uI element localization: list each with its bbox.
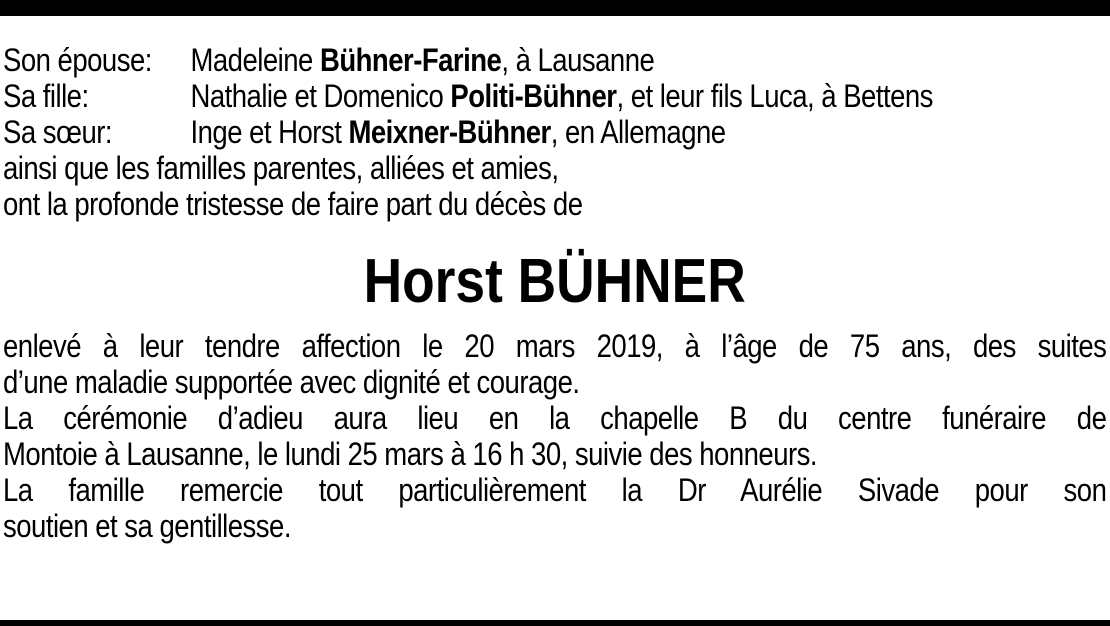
intro-line: ont la profonde tristesse de faire part du décès de [3, 186, 583, 222]
body-line: La cérémonie d’adieu aura lieu en la chapelle B du centre funéraire de [3, 400, 1107, 436]
family-line-sister [3, 114, 1106, 150]
family-surname: Bühner-Farine [319, 42, 502, 78]
body-line: La famille remercie tout particulièrement la Dr Aurélie Sivade pour son [3, 472, 1107, 508]
family-label: Sa fille: [3, 78, 89, 114]
obituary-body [3, 328, 1106, 544]
top-border-rule [0, 0, 1110, 16]
body-line: Montoie à Lausanne, le lundi 25 mars à 16 h 30, suivie des honneurs. [3, 436, 818, 472]
deceased-name: Horst BÜHNER [363, 247, 746, 316]
intro-line: ainsi que les familles parentes, alliées et amies, [3, 150, 559, 186]
family-text: Nathalie et Domenico Politi-Bühner, et leur fils Luca, à Bettens [190, 78, 933, 114]
family-text: Madeleine Bühner-Farine, à Lausanne [190, 42, 655, 78]
body-line: soutien et sa gentillesse. [3, 508, 291, 544]
obituary-notice [3, 42, 1106, 544]
bottom-border-rule [0, 620, 1110, 626]
family-text: Inge et Horst Meixner-Bühner, en Allemagne [190, 114, 726, 150]
family-line-daughter [3, 78, 1106, 114]
family-label: Sa sœur: [3, 114, 113, 150]
body-line: enlevé à leur tendre affection le 20 mars 2019, à l’âge de 75 ans, des suites [3, 328, 1107, 364]
body-line: d’une maladie supportée avec dignité et courage. [3, 364, 580, 400]
family-line-spouse [3, 42, 1106, 78]
family-label: Son épouse: [3, 42, 152, 78]
family-surname: Politi-Bühner [450, 78, 617, 114]
family-surname: Meixner-Bühner [348, 114, 551, 150]
